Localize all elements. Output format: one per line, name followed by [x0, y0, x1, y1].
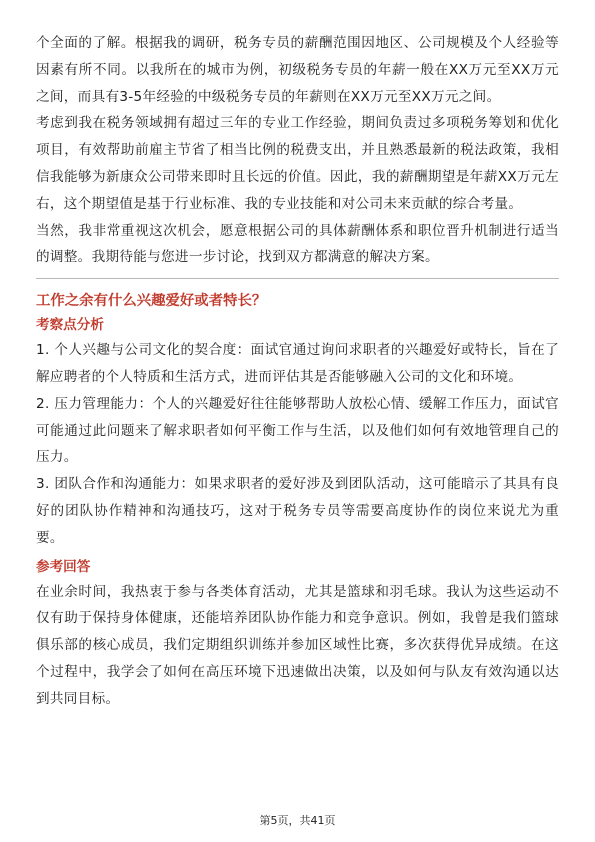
analysis-heading: 考察点分析 — [36, 317, 104, 334]
question-heading: 工作之余有什么兴趣爱好或者特长？ — [36, 293, 267, 310]
page-content — [36, 30, 559, 713]
answer-paragraph: 在业余时间，我热衷于参与各类体育活动，尤其是篮球和羽毛球。我认为这些运动不仅有助于保持身体健康，还能培养团队协作能力和竞争意识。例如，我曾是我们篮球俱乐部的核心成员，我们定期组织训练并参加区域性比赛，多次获得优异成绩。在这个过程中，我学会了如何在高压环境下迅速做出决策，以及如何与队友有效沟通以达到共同目标。 — [36, 583, 559, 707]
intro-paragraph: 个全面的了解。根据我的调研，税务专员的薪酬范围因地区、公司规模及个人经验等因素有所不同。以我所在的城市为例，初级税务专员的年薪一般在XX万元至XX万元之间，而具有3-5年经验的中级税务专员的年薪则在XX万元至XX万元之间。 — [36, 35, 559, 105]
answer-heading: 参考回答 — [36, 558, 91, 575]
section-divider — [36, 278, 559, 279]
analysis-point: 1. 个人兴趣与公司文化的契合度：面试官通过询问求职者的兴趣爱好或特长，旨在了解应聘者的个人特质和生活方式，进而评估其是否能够融入公司的文化和环境。 — [36, 342, 559, 385]
intro-paragraph: 当然，我非常重视这次机会，愿意根据公司的具体薪酬体系和职位晋升机制进行适当的调整。我期待能与您进一步讨论，找到双方都满意的解决方案。 — [36, 222, 559, 266]
analysis-point: 2. 压力管理能力：个人的兴趣爱好往往能够帮助人放松心情、缓解工作压力，面试官可能通过此问题来了解求职者如何平衡工作与生活，以及他们如何有效地管理自己的压力。 — [36, 395, 559, 466]
analysis-point: 3. 团队合作和沟通能力：如果求职者的爱好涉及到团队活动，这可能暗示了其具有良好的团队协作精神和沟通技巧，这对于税务专员等需要高度协作的岗位来说尤为重要。 — [36, 476, 559, 546]
intro-paragraph: 考虑到我在税务领域拥有超过三年的专业工作经验，期间负责过多项税务筹划和优化项目，有效帮助前雇主节省了相当比例的税费支出，并且熟悉最新的税法政策，我相信我能够为新康众公司带来即时且长远的价值。因此，我的薪酬期望是年薪XX万元左右，这个期望值是基于行业标准、我的专业技能和对公司未来贡献的综合考量。 — [36, 115, 559, 212]
page-number: 第5页，共41页 — [259, 814, 336, 827]
